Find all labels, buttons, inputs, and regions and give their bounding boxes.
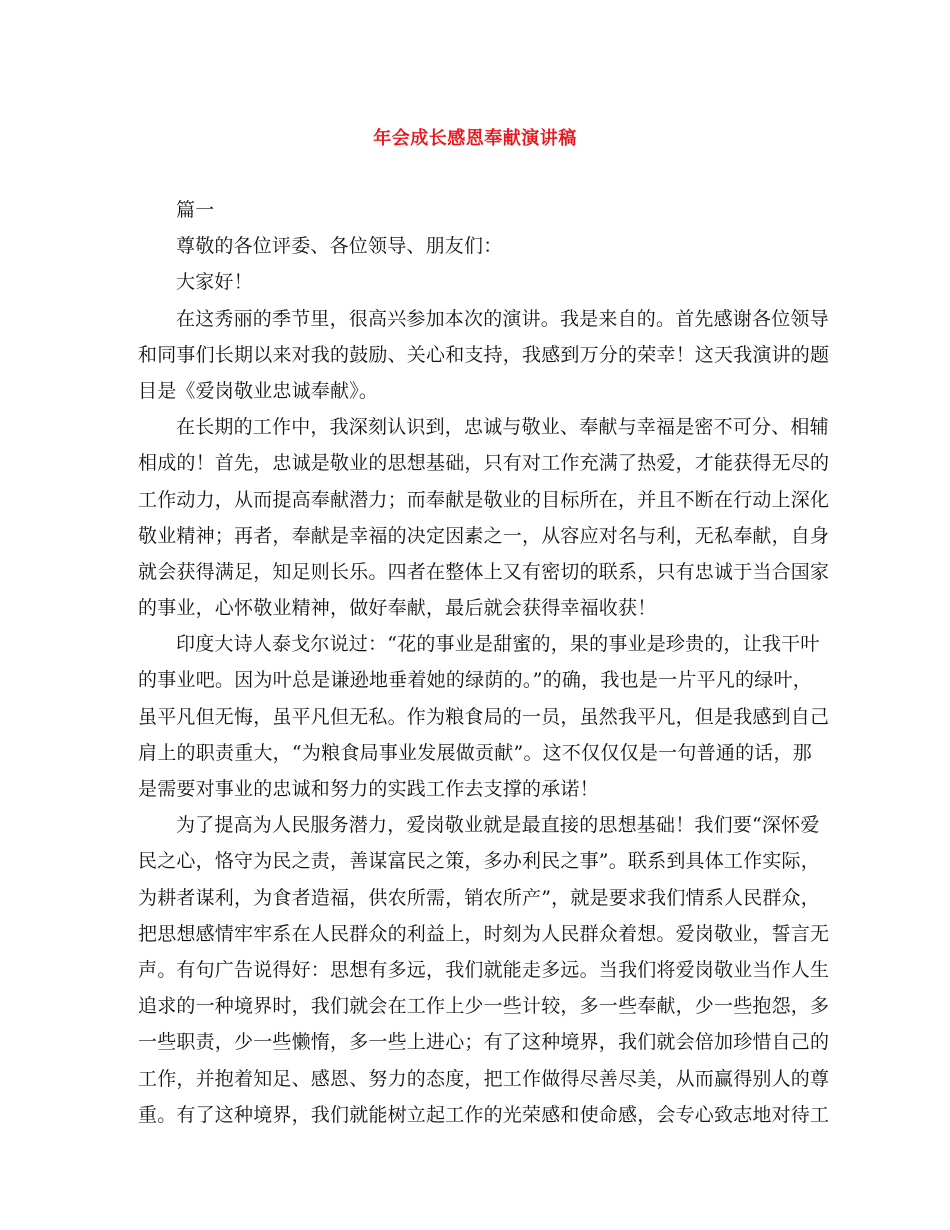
text-line: 为了提高为人民服务潜力，爱岗敬业就是最直接的思想基础！我们要“深怀爱 [176,814,820,837]
text-line: 的事业，心怀敬业精神，做好奉献，最后就会获得幸福收获！ [138,597,657,620]
text-line: 就会获得满足，知足则长乐。四者在整体上又有密切的联系，只有忠诚于当合国家 [138,560,830,583]
text-line: 在长期的工作中，我深刻认识到，忠诚与敬业、奉献与幸福是密不可分、相辅 [176,416,829,439]
text-line: 声。有句广告说得好：思想有多远，我们就能走多远。当我们将爱岗敬业当作人生 [138,958,830,981]
text-line: 相成的！首先，忠诚是敬业的思想基础，只有对工作充满了热爱，才能获得无尽的 [138,452,830,475]
text-line: 把思想感情牢牢系在人民群众的利益上，时刻为人民群众着想。爱岗敬业，誓言无 [138,922,830,945]
document-body [138,192,830,1133]
text-line: 在这秀丽的季节里，很高兴参加本次的演讲。我是来自的。首先感谢各位领导 [176,307,829,330]
text-line: 为耕者谋利，为食者造福，供农所需，销农所产”，就是要求我们情系人民群众， [138,886,820,909]
text-line: 目是《爱岗敬业忠诚奉献》。 [138,379,379,402]
text-line: 大家好！ [176,271,253,294]
text-line: 印度大诗人泰戈尔说过：“花的事业是甜蜜的，果的事业是珍贵的，让我干叶 [176,633,820,656]
text-line: 虽平凡但无悔，虽平凡但无私。作为粮食局的一员，虽然我平凡，但是我感到自己 [138,705,830,728]
text-line: 工作动力，从而提高奉献潜力；而奉献是敬业的目标所在，并且不断在行动上深化 [138,488,830,511]
text-line: 篇一 [176,199,215,221]
text-line: 追求的一种境界时，我们就会在工作上少一些计较，多一些奉献，少一些抱怨，多 [138,995,830,1018]
text-line: 肩上的职责重大，“为粮食局事业发展做贡献”。这不仅仅仅是一句普通的话，那 [138,741,812,764]
document-title: 年会成长感恩奉献演讲稿 [373,128,577,149]
text-line: 的事业吧。因为叶总是谦逊地垂着她的绿荫的。”的确，我也是一片平凡的绿叶， [138,669,812,692]
text-line: 民之心，恪守为民之责，善谋富民之策，多办利民之事”。联系到具体工作实际， [138,850,820,873]
text-line: 是需要对事业的忠诚和努力的实践工作去支撑的承诺！ [138,778,599,800]
text-line: 一些职责，少一些懒惰，多一些上进心；有了这种境界，我们就会倍加珍惜自己的 [138,1031,830,1054]
text-line: 敬业精神；再者，奉献是幸福的决定因素之一，从容应对名与利，无私奉献，自身 [138,524,830,547]
text-line: 尊敬的各位评委、各位领导、朋友们： [176,235,503,258]
text-line: 和同事们长期以来对我的鼓励、关心和支持，我感到万分的荣幸！这天我演讲的题 [138,343,830,366]
text-line: 重。有了这种境界，我们就能树立起工作的光荣感和使命感，会专心致志地对待工 [138,1103,830,1126]
text-line: 工作，并抱着知足、感恩、努力的态度，把工作做得尽善尽美，从而赢得别人的尊 [138,1067,830,1090]
